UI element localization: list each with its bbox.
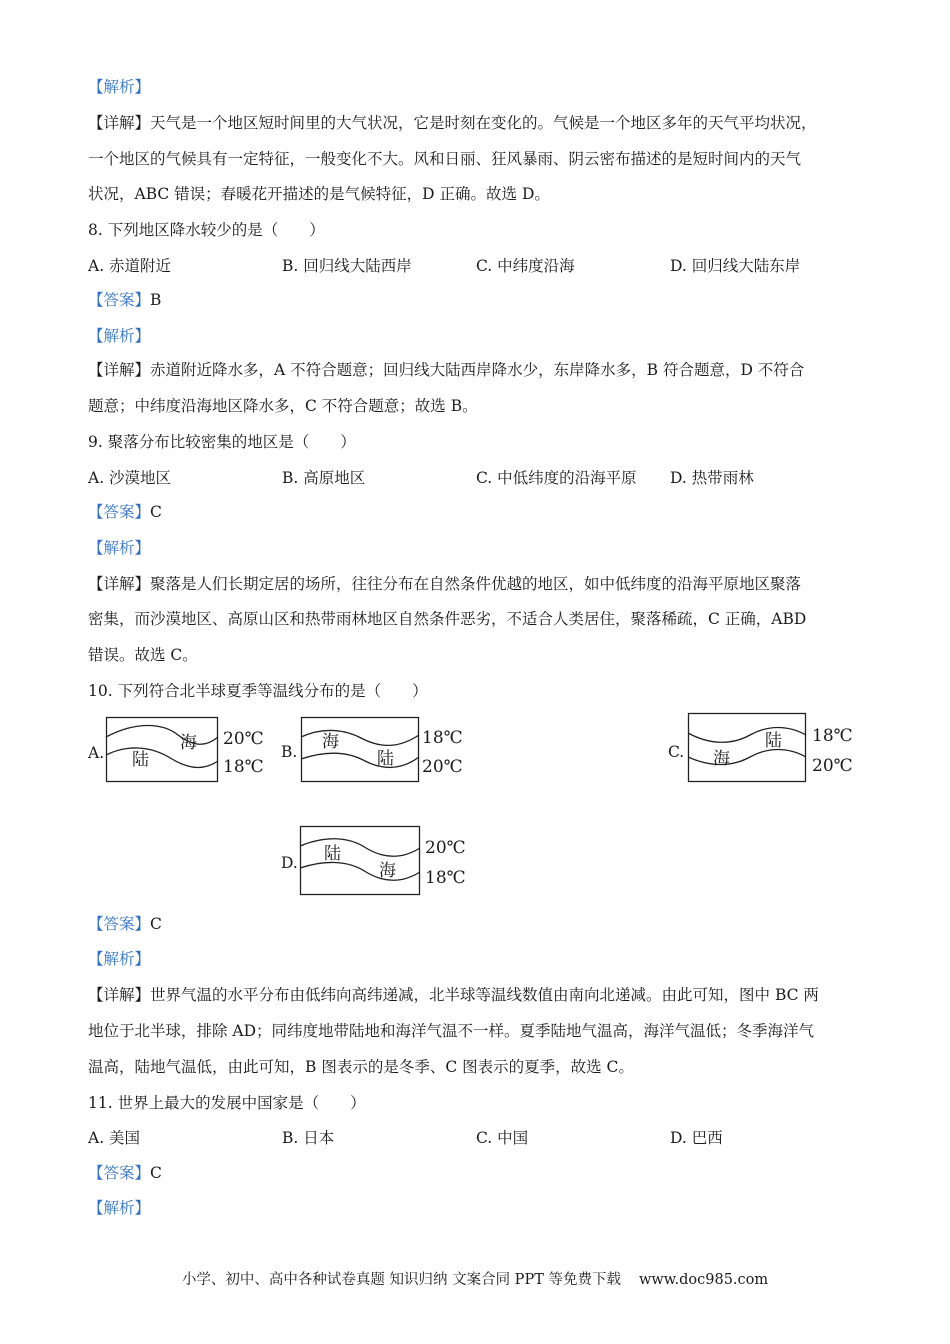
option-d: D. 巴西 — [670, 1129, 723, 1147]
analysis-heading: 【解析】 — [88, 78, 151, 96]
temp-label-top: 18℃ — [812, 726, 853, 746]
temp-label-top: 20℃ — [223, 729, 264, 749]
temp-label-bottom: 18℃ — [223, 757, 264, 777]
isotherm-figure-d — [281, 825, 481, 897]
analysis-heading: 【解析】 — [88, 1199, 151, 1217]
land-label: 陆 — [765, 731, 782, 751]
option-c: C. 中纬度沿海 — [476, 257, 575, 275]
temp-label-bottom: 18℃ — [425, 868, 466, 888]
temp-label-top: 20℃ — [425, 838, 466, 858]
detail-line: 【详解】赤道附近降水多，A 不符合题意；回归线大陆西岸降水少，东岸降水多，B 符合题意，D 不符合 — [88, 361, 805, 379]
sea-label: 海 — [379, 861, 396, 881]
isotherm-line — [300, 862, 420, 880]
isotherm-line — [301, 730, 419, 745]
isotherm-figure-b — [281, 716, 471, 784]
isotherm-line — [688, 750, 806, 765]
option-a: A. 美国 — [88, 1129, 141, 1147]
land-label: 陆 — [324, 844, 341, 864]
figure-label: A. — [88, 744, 105, 762]
detail-line: 【详解】世界气温的水平分布由低纬向高纬递减，北半球等温线数值由南向北递减。由此可知，图中 BC 两 — [88, 986, 819, 1004]
analysis-heading: 【解析】 — [88, 950, 151, 968]
isotherm-map — [300, 826, 420, 896]
temp-label-bottom: 20℃ — [422, 757, 463, 777]
detail-line: 【详解】聚落是人们长期定居的场所，往往分布在自然条件优越的地区，如中低纬度的沿海平原地区聚落 — [88, 575, 802, 593]
isotherm-map — [688, 713, 806, 783]
page-footer — [0, 1270, 950, 1290]
question-stem: 10. 下列符合北半球夏季等温线分布的是（ ） — [88, 682, 428, 700]
analysis-heading: 【解析】 — [88, 539, 151, 557]
analysis-heading: 【解析】 — [88, 327, 151, 345]
sea-label: 海 — [180, 733, 197, 753]
option-b: B. 回归线大陆西岸 — [282, 257, 412, 275]
isotherm-line — [301, 753, 419, 767]
sea-label: 海 — [713, 749, 730, 769]
question-stem: 9. 聚落分布比较密集的地区是（ ） — [88, 433, 356, 451]
option-b: B. 日本 — [282, 1129, 335, 1147]
isotherm-line — [300, 839, 420, 857]
isotherm-figure-c — [668, 712, 868, 786]
answer-line: 【答案】B — [88, 291, 162, 309]
isotherm-line — [106, 748, 218, 768]
detail-line: 【详解】天气是一个地区短时间里的大气状况，它是时刻在变化的。气候是一个地区多年的天气平均状况， — [88, 114, 817, 132]
option-d: D. 回归线大陆东岸 — [670, 257, 801, 275]
option-a: A. 沙漠地区 — [88, 469, 172, 487]
option-c: C. 中低纬度的沿海平原 — [476, 469, 637, 487]
detail-line: 状况，ABC 错误；春暖花开描述的是气候特征，D 正确。故选 D。 — [88, 185, 550, 203]
detail-line: 一个地区的气候具有一定特征，一般变化不大。风和日丽、狂风暴雨、阴云密布描述的是短时间内的天气 — [88, 150, 802, 168]
detail-line: 密集，而沙漠地区、高原山区和热带雨林地区自然条件恶劣，不适合人类居住，聚落稀疏，C 正确，ABD — [88, 610, 807, 628]
footer-text: 小学、初中、高中各种试卷真题 知识归纳 文案合同 PPT 等免费下载 — [181, 1272, 621, 1288]
answer-line: 【答案】C — [88, 1164, 162, 1182]
sea-label: 海 — [322, 732, 339, 752]
figure-label: D. — [281, 854, 298, 872]
question-stem: 8. 下列地区降水较少的是（ ） — [88, 221, 325, 239]
detail-line: 温高，陆地气温低，由此可知，B 图表示的是冬季、C 图表示的夏季，故选 C。 — [88, 1058, 634, 1076]
answer-line: 【答案】C — [88, 503, 162, 521]
isotherm-map — [301, 717, 419, 783]
footer-url[interactable]: www.doc985.com — [638, 1272, 769, 1288]
detail-line: 题意；中纬度沿海地区降水多，C 不符合题意；故选 B。 — [88, 397, 478, 415]
figure-label: B. — [281, 743, 298, 761]
isotherm-line — [106, 725, 218, 744]
isotherm-figure-a — [88, 716, 278, 784]
land-label: 陆 — [132, 750, 149, 770]
temp-label-bottom: 20℃ — [812, 756, 853, 776]
isotherm-map — [106, 717, 218, 783]
land-label: 陆 — [377, 749, 394, 769]
detail-line: 地位于北半球，排除 AD；同纬度地带陆地和海洋气温不一样。夏季陆地气温高，海洋气温低；冬季海洋气 — [88, 1022, 815, 1040]
answer-line: 【答案】C — [88, 915, 162, 933]
option-d: D. 热带雨林 — [670, 469, 754, 487]
isotherm-line — [688, 728, 806, 743]
question-stem: 11. 世界上最大的发展中国家是（ ） — [88, 1094, 366, 1112]
figure-label: C. — [668, 743, 685, 761]
option-a: A. 赤道附近 — [88, 257, 172, 275]
detail-line: 错误。故选 C。 — [88, 646, 198, 664]
option-c: C. 中国 — [476, 1129, 529, 1147]
option-b: B. 高原地区 — [282, 469, 366, 487]
temp-label-top: 18℃ — [422, 728, 463, 748]
